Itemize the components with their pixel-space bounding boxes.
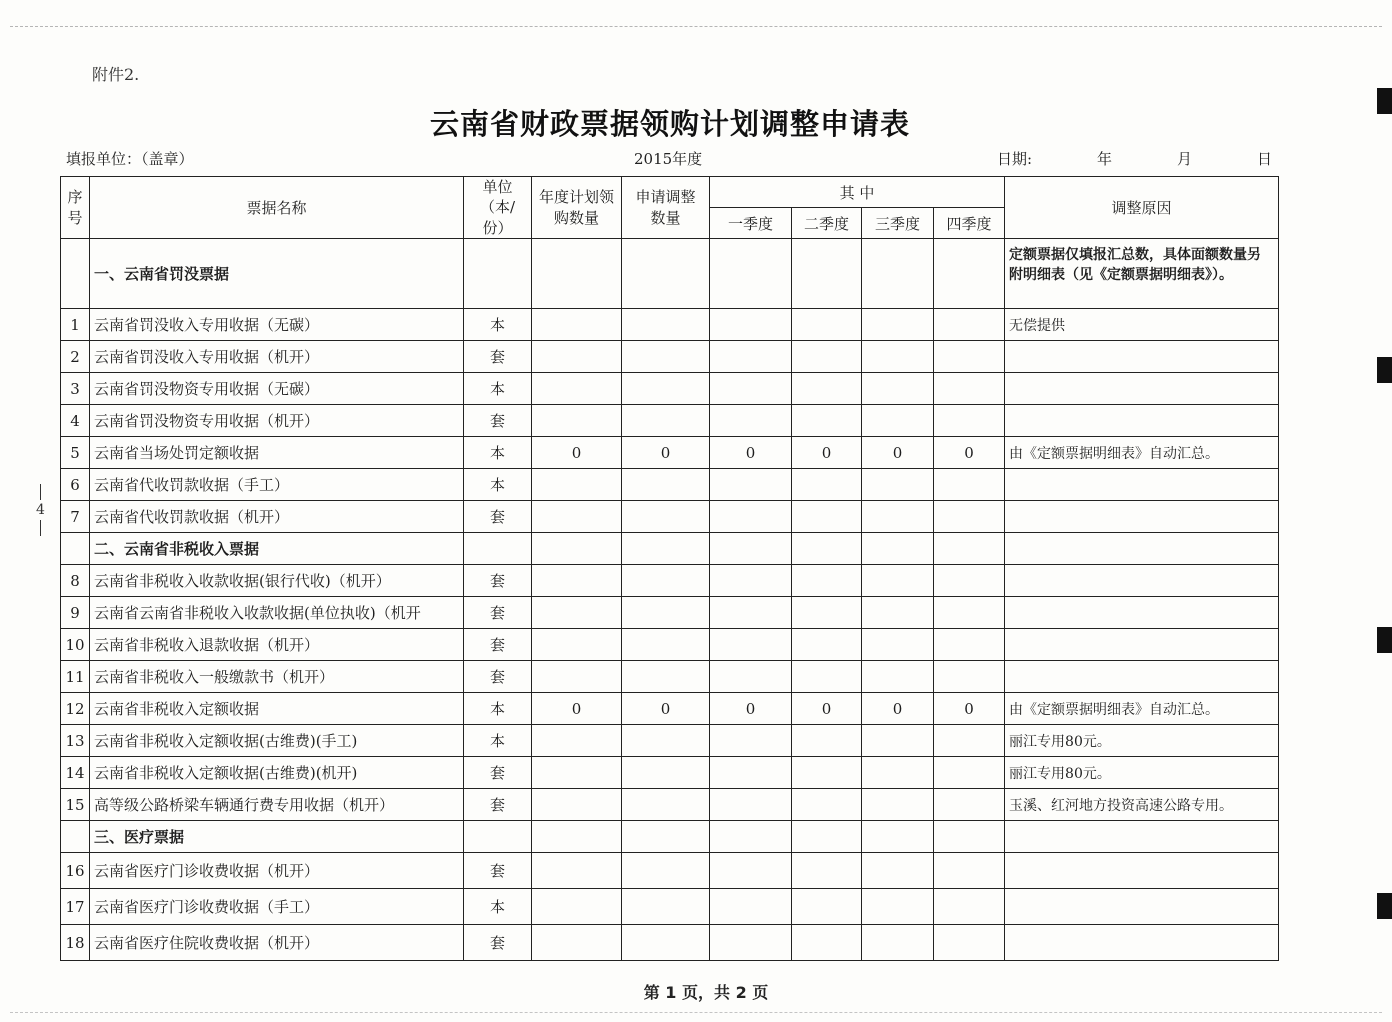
adjust-cell: [622, 373, 710, 405]
plan-cell: [532, 725, 622, 757]
scan-edge-mark: [1377, 893, 1392, 919]
row-number: 3: [61, 373, 90, 405]
row-number: 4: [61, 405, 90, 437]
row-number: 11: [61, 661, 90, 693]
date-label: 日期:: [997, 150, 1033, 168]
reason-cell: [1005, 889, 1279, 925]
receipt-name: 云南省非税收入一般缴款书（机开）: [90, 661, 464, 693]
q3-cell: [862, 597, 934, 629]
form-title: 云南省财政票据领购计划调整申请表: [429, 107, 910, 141]
header-name: 票据名称: [90, 177, 464, 239]
q1-cell: [710, 469, 792, 501]
q4-cell: [934, 405, 1005, 437]
plan-cell: [532, 373, 622, 405]
adjust-cell: [622, 725, 710, 757]
receipt-name: 云南省罚没收入专用收据（机开）: [90, 341, 464, 373]
reason-cell: [1005, 469, 1279, 501]
section-title: 一、云南省罚没票据: [90, 239, 464, 309]
q1-cell: [710, 757, 792, 789]
row-number: 14: [61, 757, 90, 789]
section-plan-cell: [532, 821, 622, 853]
unit-cell: 套: [464, 341, 532, 373]
q4-cell: [934, 757, 1005, 789]
adjust-cell: [622, 341, 710, 373]
q2-cell: [792, 853, 862, 889]
plan-cell: [532, 889, 622, 925]
q3-cell: [862, 629, 934, 661]
section-q1-cell: [710, 821, 792, 853]
unit-cell: 本: [464, 437, 532, 469]
adjust-cell: [622, 789, 710, 821]
reason-cell: 无偿提供: [1005, 309, 1279, 341]
q1-cell: [710, 789, 792, 821]
q4-cell: [934, 629, 1005, 661]
plan-cell: [532, 501, 622, 533]
q2-cell: [792, 565, 862, 597]
reason-cell: 丽江专用80元。: [1005, 725, 1279, 757]
receipt-name: 云南省非税收入定额收据(古维费)(机开): [90, 757, 464, 789]
q3-cell: [862, 853, 934, 889]
unit-cell: 本: [464, 889, 532, 925]
section-reason: [1005, 821, 1279, 853]
filling-unit-label: 填报单位：（盖章）: [66, 150, 194, 168]
row-number: 1: [61, 309, 90, 341]
q1-cell: [710, 725, 792, 757]
unit-cell: 套: [464, 925, 532, 961]
q1-cell: [710, 597, 792, 629]
table-row: [61, 405, 1279, 437]
scan-edge-mark: [1377, 627, 1392, 653]
q1-cell: [710, 501, 792, 533]
q4-cell: [934, 341, 1005, 373]
section-adjust-cell: [622, 821, 710, 853]
q3-cell: [862, 757, 934, 789]
plan-cell: [532, 853, 622, 889]
row-number: 16: [61, 853, 90, 889]
plan-cell: [532, 341, 622, 373]
receipt-name: 云南省罚没物资专用收据（无碳）: [90, 373, 464, 405]
q2-cell: [792, 661, 862, 693]
reason-cell: [1005, 597, 1279, 629]
unit-cell: 本: [464, 725, 532, 757]
receipt-name: 云南省罚没物资专用收据（机开）: [90, 405, 464, 437]
reason-cell: [1005, 405, 1279, 437]
section-q2-cell: [792, 821, 862, 853]
q3-cell: [862, 925, 934, 961]
q3-cell: [862, 565, 934, 597]
adjust-cell: [622, 661, 710, 693]
section-index: [61, 533, 90, 565]
section-q1-cell: [710, 239, 792, 309]
q1-cell: [710, 853, 792, 889]
section-q4-cell: [934, 821, 1005, 853]
q4-cell: [934, 373, 1005, 405]
plan-cell: [532, 469, 622, 501]
header-plan-qty: 年度计划领购数量: [532, 177, 622, 239]
q4-cell: [934, 501, 1005, 533]
q3-cell: 0: [862, 693, 934, 725]
reason-cell: [1005, 565, 1279, 597]
receipt-name: 云南省医疗门诊收费收据（机开）: [90, 853, 464, 889]
section-plan-cell: [532, 533, 622, 565]
q1-cell: [710, 925, 792, 961]
table-row: [61, 309, 1279, 341]
q2-cell: [792, 469, 862, 501]
table-row: [61, 565, 1279, 597]
section-unit-cell: [464, 533, 532, 565]
receipt-name: 云南省非税收入退款收据（机开）: [90, 629, 464, 661]
q2-cell: [792, 725, 862, 757]
unit-cell: 套: [464, 597, 532, 629]
adjust-cell: 0: [622, 693, 710, 725]
reason-cell: [1005, 661, 1279, 693]
unit-cell: 套: [464, 757, 532, 789]
plan-cell: [532, 565, 622, 597]
q2-cell: [792, 889, 862, 925]
q3-cell: [862, 373, 934, 405]
plan-cell: [532, 925, 622, 961]
reason-cell: [1005, 501, 1279, 533]
fiscal-year: 2015年度: [634, 150, 703, 168]
q1-cell: 0: [710, 437, 792, 469]
reason-cell: [1005, 629, 1279, 661]
header-seq: 序号: [61, 177, 90, 239]
section-title: 二、云南省非税收入票据: [90, 533, 464, 565]
unit-cell: 套: [464, 405, 532, 437]
receipt-name: 云南省医疗住院收费收据（机开）: [90, 925, 464, 961]
receipt-name: 云南省罚没收入专用收据（无碳）: [90, 309, 464, 341]
q2-cell: 0: [792, 693, 862, 725]
q2-cell: [792, 597, 862, 629]
row-number: 10: [61, 629, 90, 661]
table-row: [61, 853, 1279, 889]
adjust-cell: [622, 629, 710, 661]
side-page-number: 4: [36, 484, 45, 536]
reason-cell: 丽江专用80元。: [1005, 757, 1279, 789]
receipt-name: 云南省云南省非税收入收款收据(单位执收)（机开: [90, 597, 464, 629]
section-adjust-cell: [622, 533, 710, 565]
row-number: 15: [61, 789, 90, 821]
annex-label: 附件2.: [92, 65, 140, 84]
date-day: 日: [1256, 150, 1272, 168]
header-q1: 一季度: [710, 208, 792, 239]
reason-cell: [1005, 853, 1279, 889]
unit-cell: 本: [464, 693, 532, 725]
unit-cell: 套: [464, 789, 532, 821]
q1-cell: [710, 889, 792, 925]
header-among: 其 中: [710, 177, 1005, 208]
header-unit: 单位（本/份）: [464, 177, 532, 239]
adjust-cell: [622, 597, 710, 629]
q3-cell: [862, 661, 934, 693]
plan-cell: [532, 661, 622, 693]
q3-cell: [862, 469, 934, 501]
section-adjust-cell: [622, 239, 710, 309]
section-reason: 定额票据仅填报汇总数，具体面额数量另附明细表（见《定额票据明细表》）。: [1005, 239, 1279, 309]
q1-cell: [710, 373, 792, 405]
section-unit-cell: [464, 239, 532, 309]
q2-cell: [792, 501, 862, 533]
plan-cell: [532, 405, 622, 437]
q2-cell: [792, 757, 862, 789]
section-q1-cell: [710, 533, 792, 565]
table-row: [61, 629, 1279, 661]
q4-cell: [934, 661, 1005, 693]
q1-cell: [710, 661, 792, 693]
q2-cell: [792, 309, 862, 341]
plan-cell: 0: [532, 693, 622, 725]
q2-cell: [792, 341, 862, 373]
row-number: 13: [61, 725, 90, 757]
q2-cell: [792, 789, 862, 821]
q2-cell: [792, 373, 862, 405]
row-number: 8: [61, 565, 90, 597]
header-q3: 三季度: [862, 208, 934, 239]
row-number: 2: [61, 341, 90, 373]
adjust-cell: [622, 757, 710, 789]
q3-cell: [862, 341, 934, 373]
table-row: [61, 757, 1279, 789]
table-row: [61, 725, 1279, 757]
header-q4: 四季度: [934, 208, 1005, 239]
q4-cell: [934, 469, 1005, 501]
unit-cell: 套: [464, 501, 532, 533]
reason-cell: [1005, 341, 1279, 373]
reason-cell: 由《定额票据明细表》自动汇总。: [1005, 693, 1279, 725]
section-q4-cell: [934, 239, 1005, 309]
row-number: 9: [61, 597, 90, 629]
scan-border-top: [10, 26, 1382, 27]
q3-cell: [862, 889, 934, 925]
q4-cell: [934, 597, 1005, 629]
table-row: [61, 437, 1279, 469]
q1-cell: 0: [710, 693, 792, 725]
row-number: 17: [61, 889, 90, 925]
unit-cell: 套: [464, 661, 532, 693]
reason-cell: 玉溪、红河地方投资高速公路专用。: [1005, 789, 1279, 821]
q4-cell: [934, 889, 1005, 925]
table-row: [61, 925, 1279, 961]
adjust-cell: [622, 925, 710, 961]
table-row: [61, 789, 1279, 821]
q3-cell: [862, 789, 934, 821]
row-number: 6: [61, 469, 90, 501]
receipt-name: 云南省非税收入定额收据(古维费)(手工): [90, 725, 464, 757]
section-q2-cell: [792, 239, 862, 309]
header-q2: 二季度: [792, 208, 862, 239]
row-number: 5: [61, 437, 90, 469]
unit-cell: 套: [464, 853, 532, 889]
table-row: [61, 693, 1279, 725]
reason-cell: 由《定额票据明细表》自动汇总。: [1005, 437, 1279, 469]
table-row: [61, 661, 1279, 693]
receipt-name: 云南省非税收入定额收据: [90, 693, 464, 725]
section-q4-cell: [934, 533, 1005, 565]
q2-cell: [792, 405, 862, 437]
section-index: [61, 239, 90, 309]
q4-cell: [934, 853, 1005, 889]
application-table: [60, 176, 1279, 961]
adjust-cell: [622, 405, 710, 437]
q4-cell: 0: [934, 693, 1005, 725]
table-row: [61, 501, 1279, 533]
adjust-cell: 0: [622, 437, 710, 469]
q1-cell: [710, 341, 792, 373]
scan-border-bottom: [10, 1012, 1382, 1013]
section-reason: [1005, 533, 1279, 565]
q2-cell: 0: [792, 437, 862, 469]
receipt-name: 云南省医疗门诊收费收据（手工）: [90, 889, 464, 925]
plan-cell: [532, 789, 622, 821]
section-row: [61, 821, 1279, 853]
q1-cell: [710, 565, 792, 597]
q1-cell: [710, 405, 792, 437]
unit-cell: 本: [464, 309, 532, 341]
receipt-name: 云南省代收罚款收据（机开）: [90, 501, 464, 533]
q2-cell: [792, 629, 862, 661]
plan-cell: [532, 597, 622, 629]
plan-cell: [532, 309, 622, 341]
section-index: [61, 821, 90, 853]
adjust-cell: [622, 853, 710, 889]
q4-cell: [934, 725, 1005, 757]
table-row: [61, 341, 1279, 373]
unit-cell: 套: [464, 629, 532, 661]
date-month: 月: [1176, 150, 1192, 168]
q4-cell: [934, 309, 1005, 341]
plan-cell: [532, 757, 622, 789]
reason-cell: [1005, 925, 1279, 961]
section-plan-cell: [532, 239, 622, 309]
q4-cell: [934, 565, 1005, 597]
header-adjust-qty: 申请调整数量: [622, 177, 710, 239]
q3-cell: [862, 725, 934, 757]
adjust-cell: [622, 565, 710, 597]
q3-cell: 0: [862, 437, 934, 469]
section-unit-cell: [464, 821, 532, 853]
header-reason: 调整原因: [1005, 177, 1279, 239]
section-q2-cell: [792, 533, 862, 565]
section-row: [61, 239, 1279, 309]
table-row: [61, 889, 1279, 925]
receipt-name: 云南省非税收入收款收据(银行代收)（机开）: [90, 565, 464, 597]
q3-cell: [862, 309, 934, 341]
q3-cell: [862, 405, 934, 437]
q4-cell: [934, 789, 1005, 821]
table-row: [61, 469, 1279, 501]
reason-cell: [1005, 373, 1279, 405]
row-number: 7: [61, 501, 90, 533]
q4-cell: 0: [934, 437, 1005, 469]
row-number: 18: [61, 925, 90, 961]
section-row: [61, 533, 1279, 565]
q1-cell: [710, 629, 792, 661]
adjust-cell: [622, 469, 710, 501]
receipt-name: 云南省当场处罚定额收据: [90, 437, 464, 469]
unit-cell: 套: [464, 565, 532, 597]
table-row: [61, 597, 1279, 629]
unit-cell: 本: [464, 469, 532, 501]
row-number: 12: [61, 693, 90, 725]
q1-cell: [710, 309, 792, 341]
scan-edge-mark: [1377, 88, 1392, 114]
q3-cell: [862, 501, 934, 533]
section-title: 三、医疗票据: [90, 821, 464, 853]
scan-edge-mark: [1377, 357, 1392, 383]
section-q3-cell: [862, 533, 934, 565]
section-q3-cell: [862, 821, 934, 853]
plan-cell: [532, 629, 622, 661]
adjust-cell: [622, 889, 710, 925]
date-year: 年: [1097, 150, 1113, 168]
receipt-name: 高等级公路桥梁车辆通行费专用收据（机开）: [90, 789, 464, 821]
section-q3-cell: [862, 239, 934, 309]
unit-cell: 本: [464, 373, 532, 405]
page-footer: 第 1 页，共 2 页: [643, 983, 769, 1002]
adjust-cell: [622, 309, 710, 341]
date-field: [997, 148, 1272, 169]
table-row: [61, 373, 1279, 405]
q4-cell: [934, 925, 1005, 961]
adjust-cell: [622, 501, 710, 533]
q2-cell: [792, 925, 862, 961]
receipt-name: 云南省代收罚款收据（手工）: [90, 469, 464, 501]
plan-cell: 0: [532, 437, 622, 469]
